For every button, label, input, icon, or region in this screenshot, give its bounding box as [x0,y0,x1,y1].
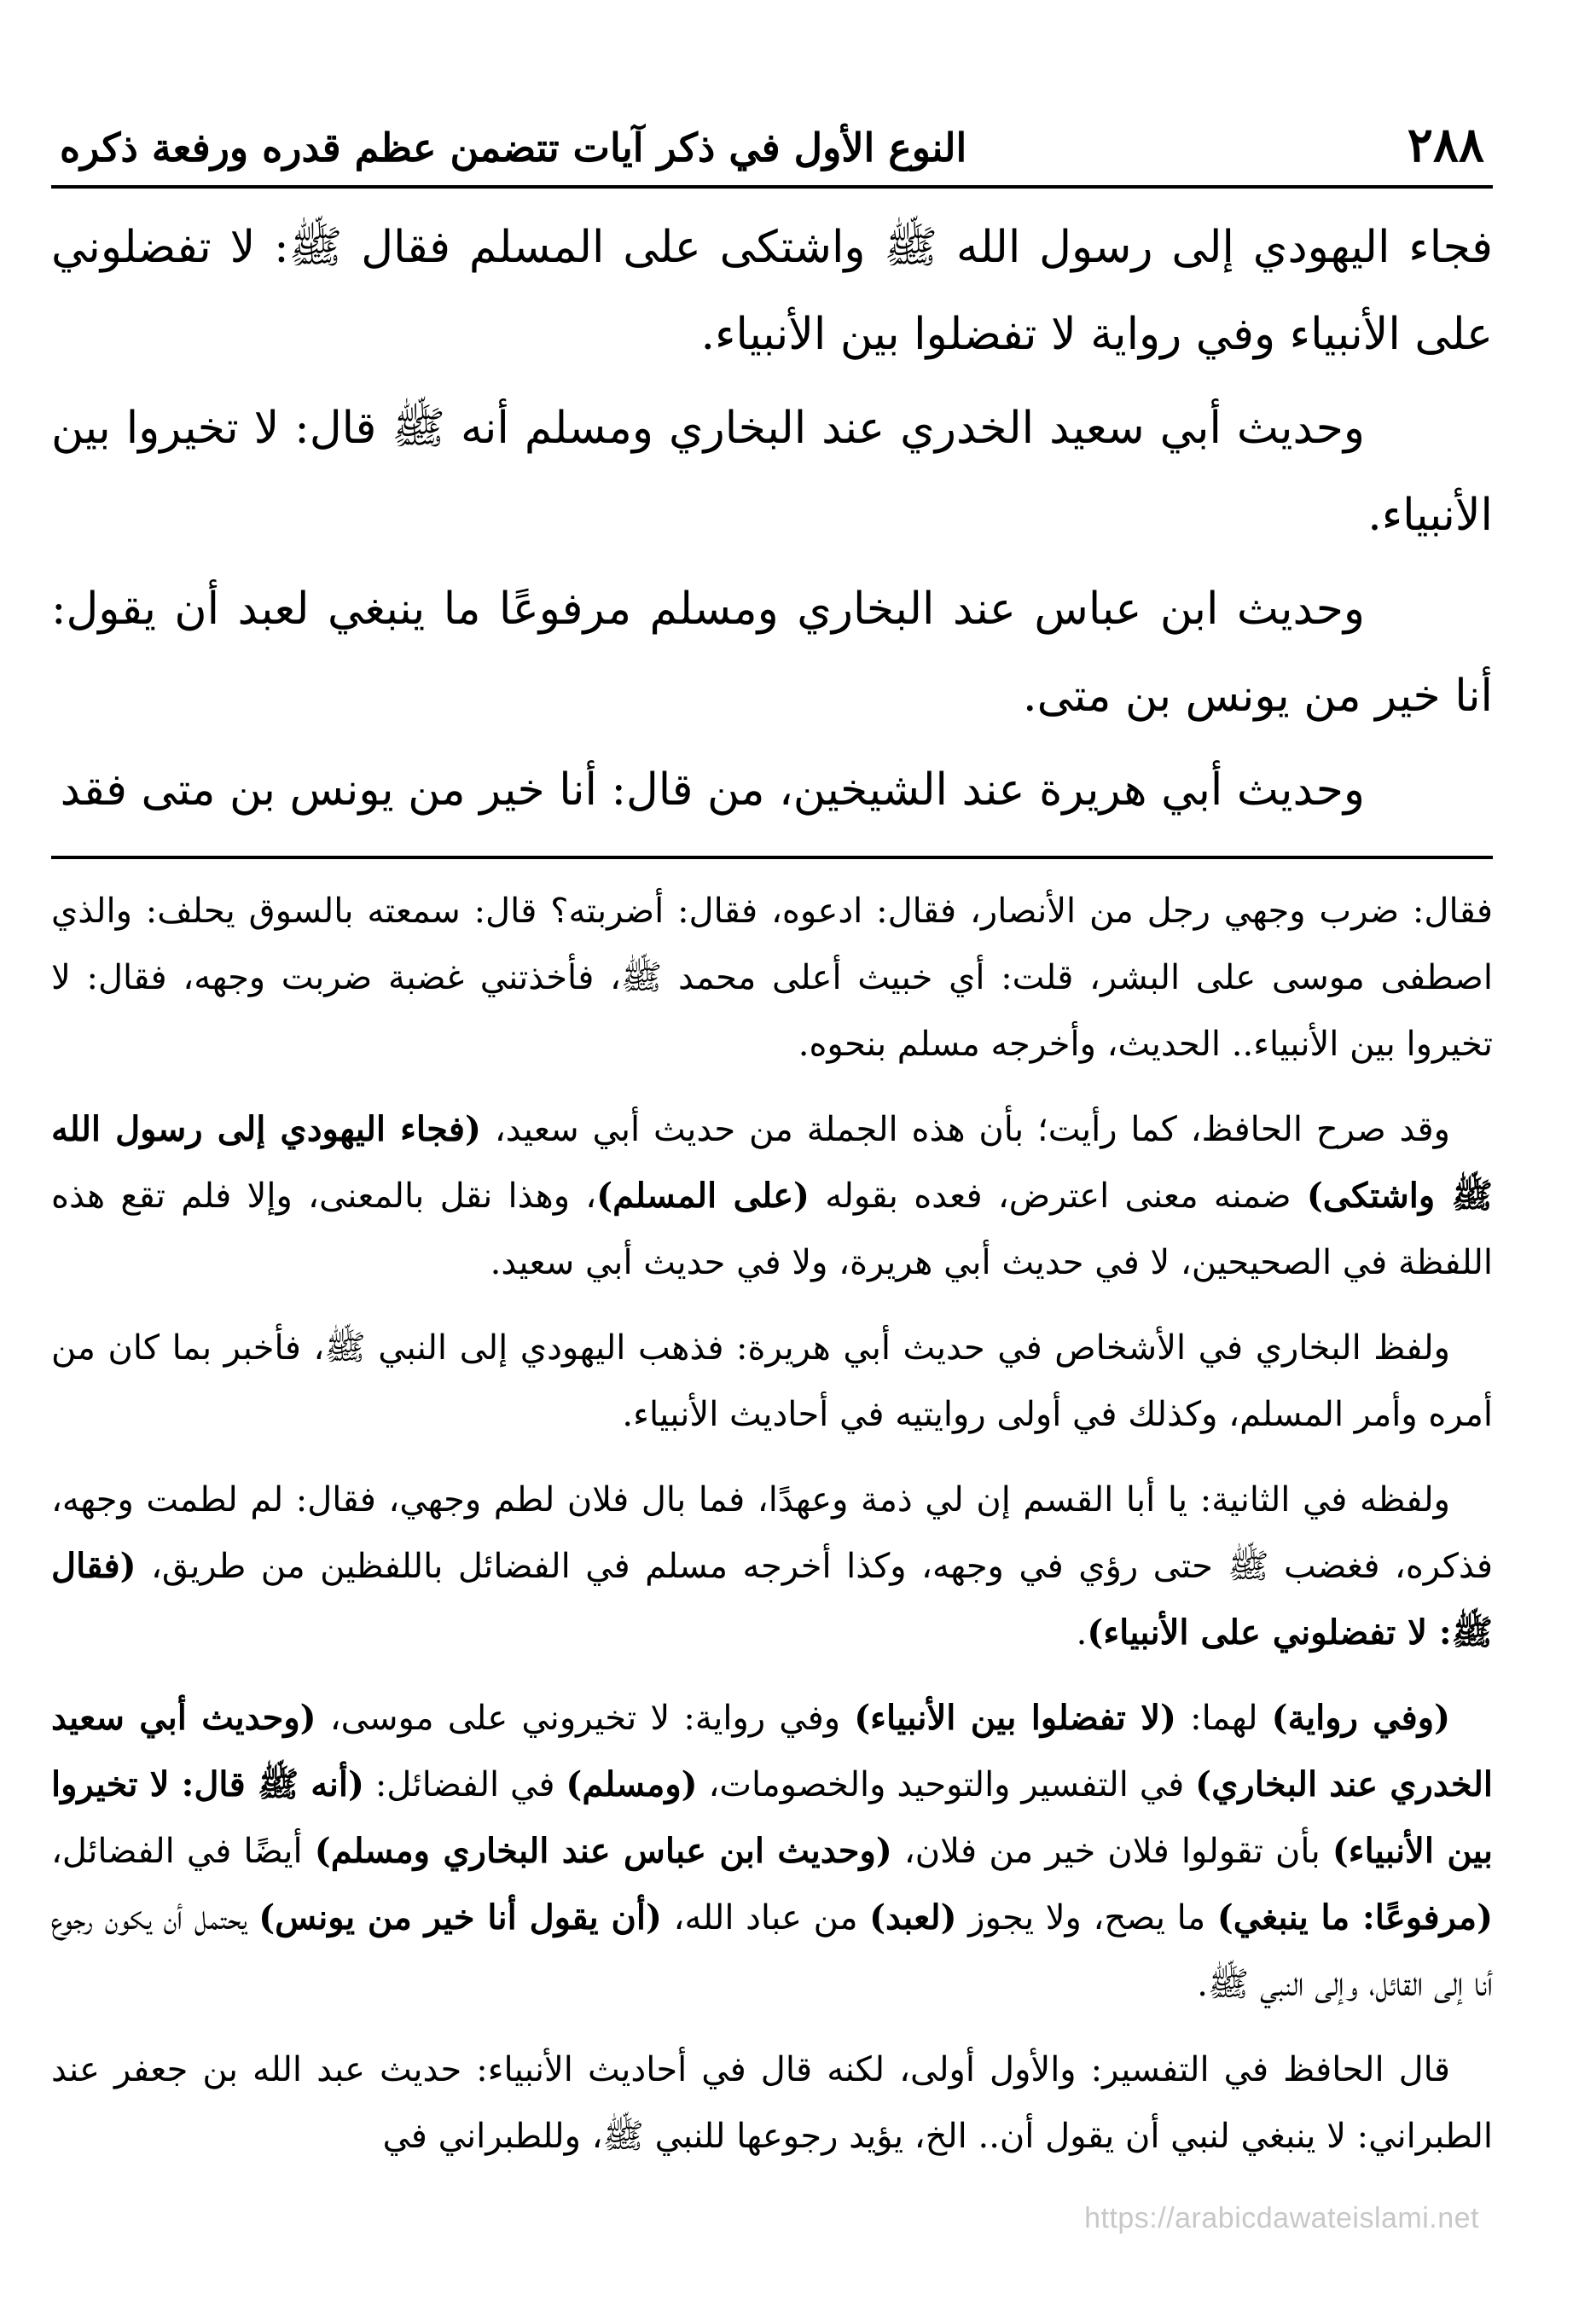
commentary-paragraph: فقال: ضرب وجهي رجل من الأنصار، فقال: ادعوه، فقال: أضربته؟ قال: سمعته بالسوق يحلف: والذي اصطفى موسى على البشر، قلت: أي خبيث أعلى محمد ﷺ، فأخذتني غضبة ضربت وجهه، فقال: لا تخيروا بين الأنبياء.. الحديث، وأخرجه مسلم بنحوه. [51,892,1493,1064]
main-paragraph: وحديث أبي هريرة عند الشيخين، من قال: أنا خير من يونس بن متى فقد [60,764,1365,816]
commentary-text: ضمنه معنى اعترض، فعده بقوله [809,1177,1307,1216]
commentary-text: ، وهذا نقل بالمعنى، وإلا فلم تقع هذه اللفظة في الصحيحين، لا في حديث أبي هريرة، ولا في حديث أبي سعيد. [51,1177,1493,1282]
commentary-text: أيضًا في الفضائل، [51,1832,315,1871]
footnote-divider [51,856,1493,859]
commentary-text: وفي رواية: لا تخيروني على موسى، [316,1699,855,1738]
commentary-text: في التفسير والتوحيد والخصومات، [697,1765,1196,1804]
commentary-text: يحتمل أن يكون رجوع أنا إلى القائل، وإلى النبي ﷺ. [51,1898,1493,2004]
quoted-matn: (على المسلم) [596,1176,810,1216]
commentary-text: وقد صرح الحافظ، كما رأيت؛ بأن هذه الجملة من حديث أبي سعيد، [480,1110,1450,1149]
quoted-matn: (ومسلم) [566,1764,698,1804]
quoted-matn: (مرفوعًا: ما ينبغي) [1216,1897,1493,1938]
commentary-paragraph: ولفظ البخاري في الأشخاص في حديث أبي هريرة: فذهب اليهودي إلى النبي ﷺ، فأخبر بما كان من أمره وأمر المسلم، وكذلك في أولى روايتيه في أحاديث الأنبياء. [51,1328,1493,1434]
main-paragraph: فجاء اليهودي إلى رسول الله ﷺ واشتكى على المسلم فقال ﷺ: لا تفضلوني على الأنبياء وفي رواية لا تفضلوا بين الأنبياء. [51,222,1493,360]
quoted-matn: (فجاء اليهودي إلى رسول الله ﷺ واشتكى) [51,1109,1493,1216]
main-paragraph: وحديث أبي سعيد الخدري عند البخاري ومسلم أنه ﷺ قال: لا تخيروا بين الأنبياء. [51,403,1493,541]
quoted-matn: (وحديث ابن عباس عند البخاري ومسلم) [314,1831,892,1871]
commentary-text: . [1076,1613,1088,1653]
quoted-matn: (أن يقول أنا خير من يونس) [258,1897,662,1938]
quoted-matn: (أنه ﷺ قال: لا تخيروا بين الأنبياء) [51,1764,1493,1871]
quoted-matn: (فقال ﷺ: لا تفضلوني على الأنبياء) [51,1546,1493,1653]
commentary-paragraph: قال الحافظ في التفسير: والأول أولى، لكنه قال في أحاديث الأنبياء: حديث عبد الله بن جعفر عند الطبراني: لا ينبغي لنبي أن يقول أن.. الخ، يؤيد رجوعها للنبي ﷺ، وللطبراني في [51,2050,1493,2156]
main-text [51,204,1493,834]
commentary-paragraph [51,1685,1493,2018]
running-header [51,119,1493,189]
page-number: ٢٨٨ [1407,117,1484,173]
commentary-text: ما يصح، ولا يجوز [956,1898,1217,1938]
commentary-paragraph [51,1096,1493,1296]
watermark-url: https://arabicdawateislami.net [1084,2202,1479,2234]
main-paragraph: وحديث ابن عباس عند البخاري ومسلم مرفوعًا ما ينبغي لعبد أن يقول: أنا خير من يونس بن متى. [51,584,1493,722]
commentary-text: لهما: [1175,1699,1272,1738]
commentary-text: في الفضائل: [363,1765,566,1804]
commentary-text: من عباد الله، [661,1898,870,1938]
book-page [51,119,1493,2188]
commentary-paragraph [51,1467,1493,1666]
quoted-matn: (لا تفضلوا بين الأنبياء) [854,1698,1176,1738]
quoted-matn: (وحديث أبي سعيد الخدري عند البخاري) [51,1698,1493,1804]
quoted-matn: (وفي رواية) [1271,1698,1450,1738]
commentary [51,878,1493,2170]
commentary-text: بأن تقولوا فلان خير من فلان، [891,1832,1332,1871]
quoted-matn: (لعبد) [869,1897,957,1938]
running-title: النوع الأول في ذكر آيات تتضمن عظم قدره ورفعة ذكره [60,125,967,171]
commentary-text: ولفظه في الثانية: يا أبا القسم إن لي ذمة وعهدًا، فما بال فلان لطم وجهي، فقال: لم لطمت وجهه، فذكره، فغضب ﷺ حتى رؤي في وجهه، وكذا أخرجه مسلم في الفضائل باللفظين من طريق، [51,1480,1493,1586]
